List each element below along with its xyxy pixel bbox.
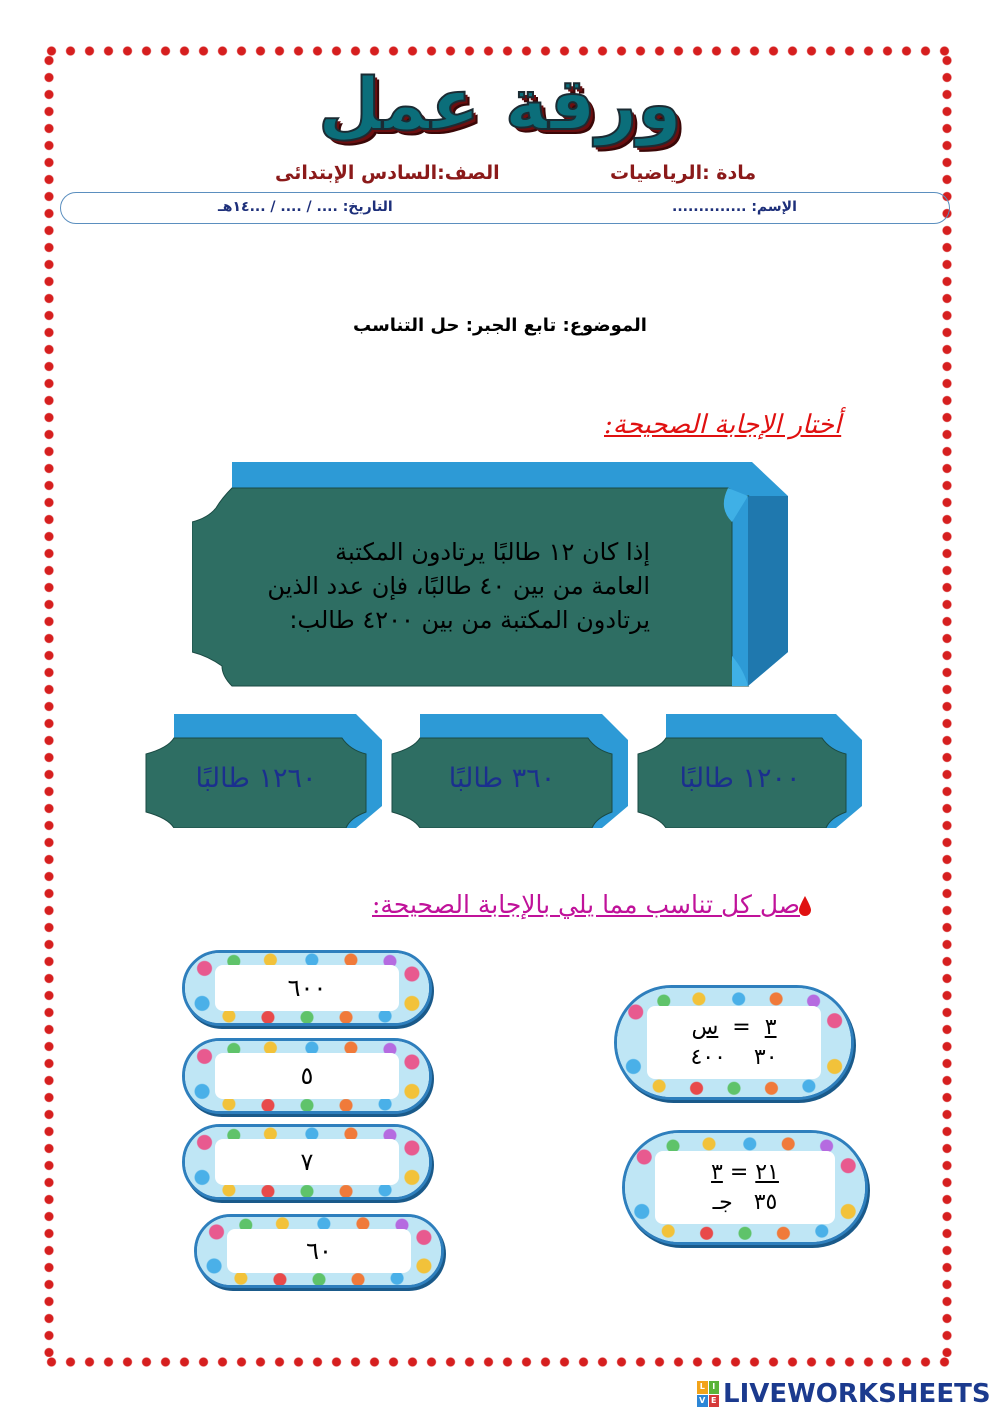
- question-line: يرتادون المكتبة من بين ٤٢٠٠ طالب:: [289, 606, 650, 634]
- proportion-expression-1: ٣ = س ٣٠ ٤٠٠: [690, 1014, 778, 1070]
- logo-text: LIVEWORKSHEETS: [723, 1379, 991, 1409]
- frac-denominator: ٣٠: [753, 1044, 778, 1070]
- frac-numerator: ٣: [764, 1014, 777, 1040]
- badge-letter: L: [697, 1381, 708, 1394]
- answer-value-4: ٦٠: [306, 1237, 332, 1265]
- option-label-1[interactable]: ١٢٠٠ طالبًا: [679, 763, 801, 794]
- answer-card-2[interactable]: [182, 1038, 432, 1114]
- answer-card-3[interactable]: [182, 1124, 432, 1200]
- grade-label: الصف:السادس الإبتدائى: [275, 162, 500, 184]
- answer-card-1[interactable]: [182, 950, 432, 1026]
- frac-denominator: ٣٥: [753, 1189, 778, 1215]
- name-field[interactable]: الإسم: ..............: [672, 199, 797, 215]
- answer-card-4[interactable]: [194, 1214, 444, 1288]
- badge-letter: V: [697, 1395, 708, 1408]
- student-info-bar: [60, 192, 950, 224]
- question-line: إذا كان ١٢ طالبًا يرتادون المكتبة: [335, 538, 650, 566]
- liveworksheets-logo: [697, 1378, 991, 1410]
- date-field[interactable]: التاريخ: .... / .... / ...١٤هـ: [218, 199, 393, 215]
- option-label-2[interactable]: ٣٦٠ طالبًا: [448, 763, 556, 794]
- frac-numerator: س: [691, 1014, 719, 1040]
- badge-letter: I: [709, 1381, 720, 1394]
- instruction-choose-answer: أختار الإجابة الصحيحة:: [604, 410, 842, 440]
- logo-badge: [697, 1381, 719, 1407]
- subject-label: مادة :الرياضيات: [610, 162, 757, 184]
- page-border-right: [938, 52, 956, 1357]
- frac-denominator: ٤٠٠: [690, 1044, 726, 1070]
- page-border-bottom: [42, 1351, 954, 1373]
- question-text: [230, 535, 650, 637]
- proportion-card-1[interactable]: [614, 985, 854, 1100]
- topic-heading: الموضوع: تابع الجبر: حل التناسب: [353, 315, 647, 336]
- proportion-expression-2: ٢١ = ٣ ٣٥ جـ: [711, 1159, 779, 1215]
- badge-letter: E: [709, 1395, 720, 1408]
- option-label-3[interactable]: ١٢٦٠ طالبًا: [195, 763, 317, 794]
- answer-value-2: ٥: [300, 1062, 314, 1090]
- frac-numerator: ٣: [711, 1159, 723, 1185]
- answer-value-3: ٧: [300, 1148, 314, 1176]
- question-line: العامة من بين ٤٠ طالبًا، فإن عدد الذين: [267, 572, 650, 600]
- answer-value-1: ٦٠٠: [287, 974, 327, 1002]
- instruction-match: صل كل تناسب مما يلي بالإجابة الصحيحة:: [372, 890, 800, 919]
- frac-denominator: جـ: [712, 1189, 733, 1215]
- worksheet-title: ورقة عمل: [318, 62, 682, 146]
- page-border-left: [40, 52, 58, 1357]
- page-border-top: [42, 40, 954, 62]
- proportion-card-2[interactable]: [622, 1130, 868, 1245]
- frac-numerator: ٢١: [755, 1159, 779, 1185]
